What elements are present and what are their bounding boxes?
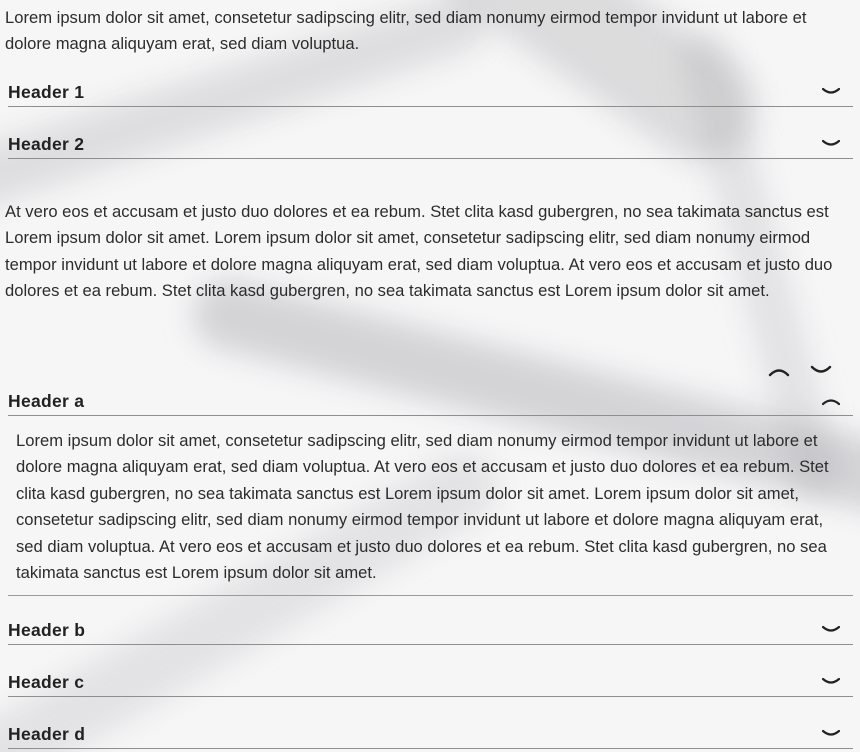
accordion-header-title: Header b	[8, 620, 86, 640]
accordion-header-b[interactable]	[8, 618, 853, 645]
expand-all-chevron-down-icon[interactable]	[810, 364, 832, 378]
accordion-header-title: Header d	[8, 724, 86, 744]
accordion-header-2[interactable]	[8, 132, 853, 159]
chevron-down-icon	[822, 677, 840, 687]
divider	[8, 595, 853, 596]
chevron-down-icon	[822, 729, 840, 739]
chevron-down-icon	[822, 87, 840, 97]
accordion-header-title: Header a	[8, 391, 85, 411]
accordion-header-c[interactable]	[8, 670, 853, 697]
accordion-header-a[interactable]	[8, 389, 853, 416]
accordion-header-d[interactable]	[8, 722, 853, 749]
accordion-header-1[interactable]	[8, 80, 853, 107]
chevron-down-icon	[822, 625, 840, 635]
accordion-header-title: Header c	[8, 672, 85, 692]
accordion-header-title: Header 1	[8, 82, 85, 102]
collapse-all-chevron-up-icon[interactable]	[768, 364, 790, 378]
chevron-down-icon	[822, 139, 840, 149]
accordion-panel-a-body: Lorem ipsum dolor sit amet, consetetur sadipscing elitr, sed diam nonumy eirmod tempor invidunt ut labore et dolore magna aliquyam erat, sed diam voluptua. At vero eos et accusam et justo duo dolores et ea rebum. Stet clita kasd gubergren, no sea takimata sanctus est Lorem ipsum dolor sit amet. Lorem ipsum dolor sit amet, consetetur sadipscing elitr, sed diam nonumy eirmod tempor invidunt ut labore et dolore magna aliquyam erat, sed diam voluptua. At vero eos et accusam et justo duo dolores et ea rebum. Stet clita kasd gubergren, no sea takimata sanctus est Lorem ipsum dolor sit amet.	[16, 431, 829, 583]
intro-paragraph: Lorem ipsum dolor sit amet, consetetur sadipscing elitr, sed diam nonumy eirmod tempor invidunt ut labore et dolore magna aliquyam erat, sed diam voluptua.	[5, 8, 807, 54]
middle-paragraph: At vero eos et accusam et justo duo dolores et ea rebum. Stet clita kasd gubergren, no sea takimata sanctus est Lorem ipsum dolor sit amet. Lorem ipsum dolor sit amet, consetetur sadipscing elitr, sed diam nonumy eirmod tempor invidunt ut labore et dolore magna aliquyam erat, sed diam voluptua. At vero eos et accusam et justo duo dolores et ea rebum. Stet clita kasd gubergren, no sea takimata sanctus est Lorem ipsum dolor sit amet.	[5, 202, 833, 301]
accordion-header-title: Header 2	[8, 134, 85, 154]
chevron-up-icon	[822, 396, 840, 406]
